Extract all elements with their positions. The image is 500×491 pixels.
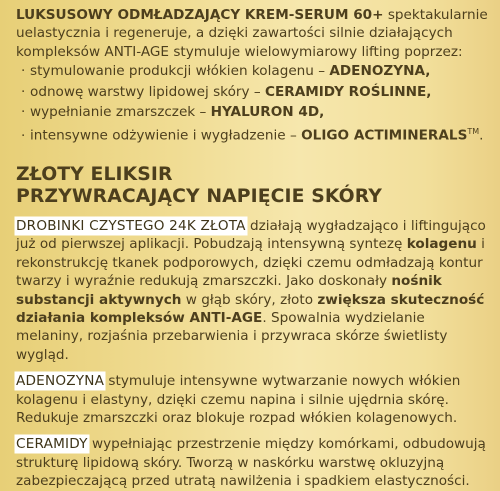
bullet-icon: · [21,63,26,80]
list-item-ingredient: HYALURON 4D, [210,103,325,120]
paragraph-text: w głąb skóry, złoto [181,291,318,308]
highlight-text: kolagenu [406,236,477,253]
intro-text: spektakularnie uelastycznia i regeneruje, a dzięki zawartości silnie działających kompleksów ANTI-AGE stymuluje wielowymiarowy lifting poprzez: [16,7,488,60]
paragraph-text: i rekonstrukcję tkanek podporowych, dzięki czemu odmładzają kontur twarzy i wyraźnie redukują zmarszczki. Jako doskonały [16,236,485,290]
trademark-mark: TM [467,127,480,137]
paragraph-text: stymuluje intensywne wytwarzanie nowych włókien kolagenu i elastyny, dzięki czemu napina i silnie ujędrnia skórę. Redukuje zmarszczki oraz blokuje rozpad włókien kolagenowych. [16,373,461,426]
list-item-text: wypełnianie zmarszczek – [30,103,211,120]
ceramides-label: CERAMIDY [16,436,88,453]
intro-paragraph [16,6,494,61]
adenosine-label: ADENOZYNA [16,373,105,390]
heading-line-2: PRZYWRACAJĄCY NAPIĘCIE SKÓRY [16,186,382,208]
paragraph-text: . Spowalnia wydzielanie melaniny, rozjaśnia przebarwienia i przywraca skórze świetlisty wygląd. [16,309,448,363]
list-item-text: odnowę warstwy lipidowej skóry – [30,83,265,100]
highlight-text: zwiększa skuteczność działania kompleksów ANTI-AGE [16,291,485,326]
product-name: LUKSUSOWY ODMŁADZAJĄCY KREM-SERUM 60+ [16,7,384,23]
adenosine-paragraph [16,372,494,427]
paragraph-text: wypełniając przestrzenie między komórkami, odbudowują strukturę lipidową skóry. Tworzą w naskórku warstwę okluzyjną zabezpieczającą przed utratą nawilżenia i spadkiem elastyczności. [16,436,486,490]
ceramides-paragraph [16,435,494,490]
list-item [16,102,494,122]
bullet-icon: · [21,103,26,120]
list-item-ingredient: OLIGO ACTIMINERALS [301,127,468,144]
list-item [16,61,494,81]
list-item [16,122,494,146]
benefits-list [16,61,494,146]
bullet-icon: · [21,127,26,144]
list-item-ingredient: CERAMIDY ROŚLINNE, [264,83,432,100]
gold-particles-paragraph [16,217,494,364]
list-item [16,82,494,102]
heading-line-1: ZŁOTY ELIKSIR [16,163,173,185]
list-item-ingredient: ADENOZYNA, [329,63,431,80]
gold-particles-label: DROBINKI CZYSTEGO 24K ZŁOTA [16,217,246,234]
list-item-text: stymulowanie produkcji włókien kolagenu – [30,63,330,80]
product-description [16,6,494,491]
list-item-tail: . [479,127,484,144]
list-item-text: intensywne odżywienie i wygładzenie – [30,127,302,144]
bullet-icon: · [21,83,26,100]
section-heading [16,164,494,209]
highlight-text: nośnik substancji aktywnych [16,273,442,308]
paragraph-text: działają wygładzająco i liftingująco już od pierwszej aplikacji. Pobudzają intensywną syntezę [16,217,486,253]
